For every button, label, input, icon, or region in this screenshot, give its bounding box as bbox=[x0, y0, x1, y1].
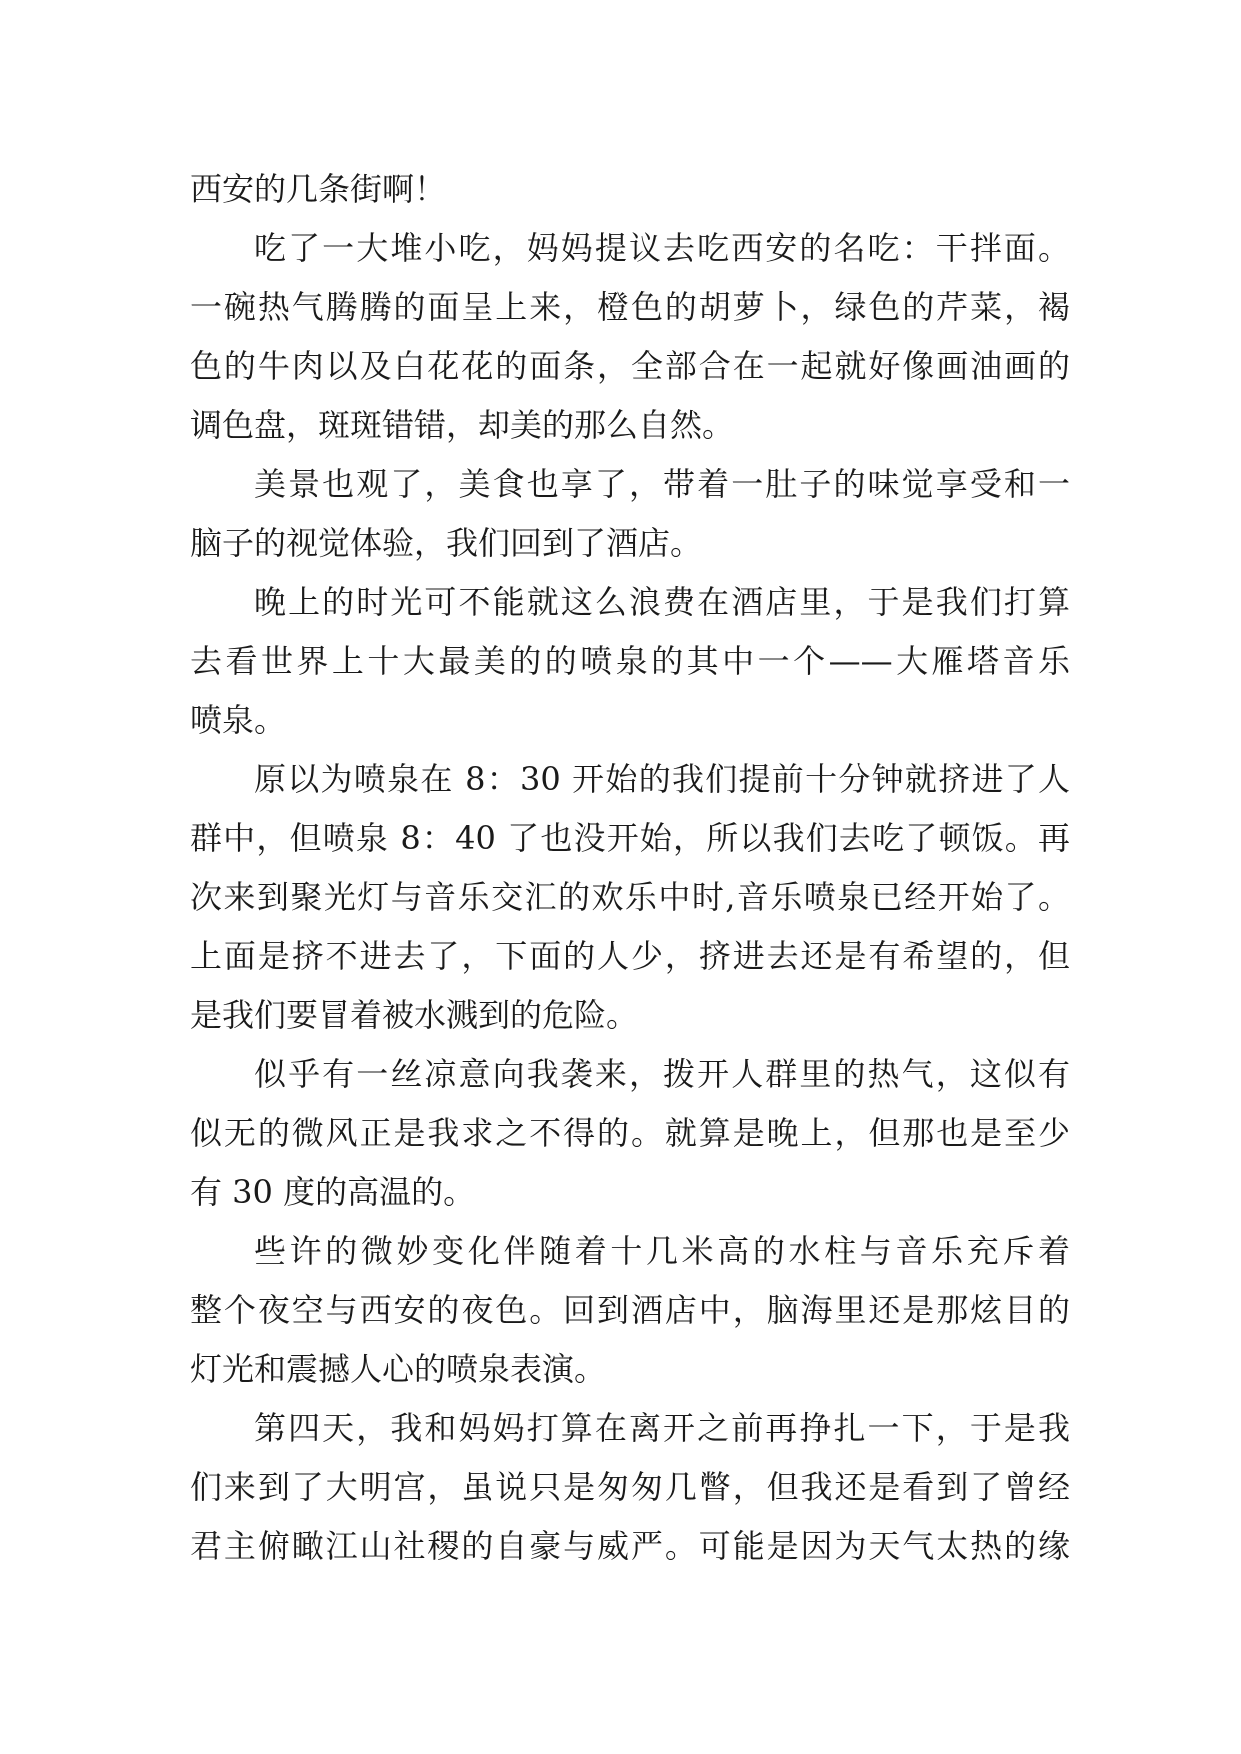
text-line: 调色盘，斑斑错错，却美的那么自然。 bbox=[190, 406, 735, 444]
text-line: 次来到聚光灯与音乐交汇的欢乐中时,音乐喷泉已经开始了。 bbox=[190, 878, 1070, 916]
text-line: 喷泉。 bbox=[190, 701, 287, 739]
text-line: 似乎有一丝凉意向我袭来，拨开人群里的热气，这似有 bbox=[254, 1055, 1070, 1093]
text-line: 脑子的视觉体验，我们回到了酒店。 bbox=[190, 524, 703, 562]
text-line: 些许的微妙变化伴随着十几米高的水柱与音乐充斥着 bbox=[254, 1232, 1070, 1270]
text-line: 有 30 度的高温的。 bbox=[190, 1173, 476, 1211]
text-line: 吃了一大堆小吃，妈妈提议去吃西安的名吃：干拌面。 bbox=[254, 229, 1070, 267]
text-line: 是我们要冒着被水溅到的危险。 bbox=[190, 996, 639, 1034]
text-line: 群中，但喷泉 8：40 了也没开始，所以我们去吃了顿饭。再 bbox=[190, 819, 1070, 857]
text-line: 君主俯瞰江山社稷的自豪与威严。可能是因为天气太热的缘 bbox=[190, 1527, 1070, 1565]
text-line: 去看世界上十大最美的的喷泉的其中一个——大雁塔音乐 bbox=[190, 642, 1070, 680]
text-line: 一碗热气腾腾的面呈上来，橙色的胡萝卜，绿色的芹菜，褐 bbox=[190, 288, 1070, 326]
text-line: 第四天，我和妈妈打算在离开之前再挣扎一下，于是我 bbox=[254, 1409, 1070, 1447]
text-line: 西安的几条街啊！ bbox=[190, 170, 447, 208]
text-line: 上面是挤不进去了，下面的人少，挤进去还是有希望的，但 bbox=[190, 937, 1070, 975]
text-line: 灯光和震撼人心的喷泉表演。 bbox=[190, 1350, 607, 1388]
text-line: 美景也观了，美食也享了，带着一肚子的味觉享受和一 bbox=[254, 465, 1070, 503]
text-line: 晚上的时光可不能就这么浪费在酒店里，于是我们打算 bbox=[254, 583, 1070, 621]
text-line: 似无的微风正是我求之不得的。就算是晚上，但那也是至少 bbox=[190, 1114, 1070, 1152]
text-line: 整个夜空与西安的夜色。回到酒店中，脑海里还是那炫目的 bbox=[190, 1291, 1070, 1329]
text-line: 色的牛肉以及白花花的面条，全部合在一起就好像画油画的 bbox=[190, 347, 1070, 385]
text-line: 原以为喷泉在 8：30 开始的我们提前十分钟就挤进了人 bbox=[254, 760, 1070, 798]
essay-body bbox=[190, 160, 1070, 1576]
text-line: 们来到了大明宫，虽说只是匆匆几瞥，但我还是看到了曾经 bbox=[190, 1468, 1070, 1506]
